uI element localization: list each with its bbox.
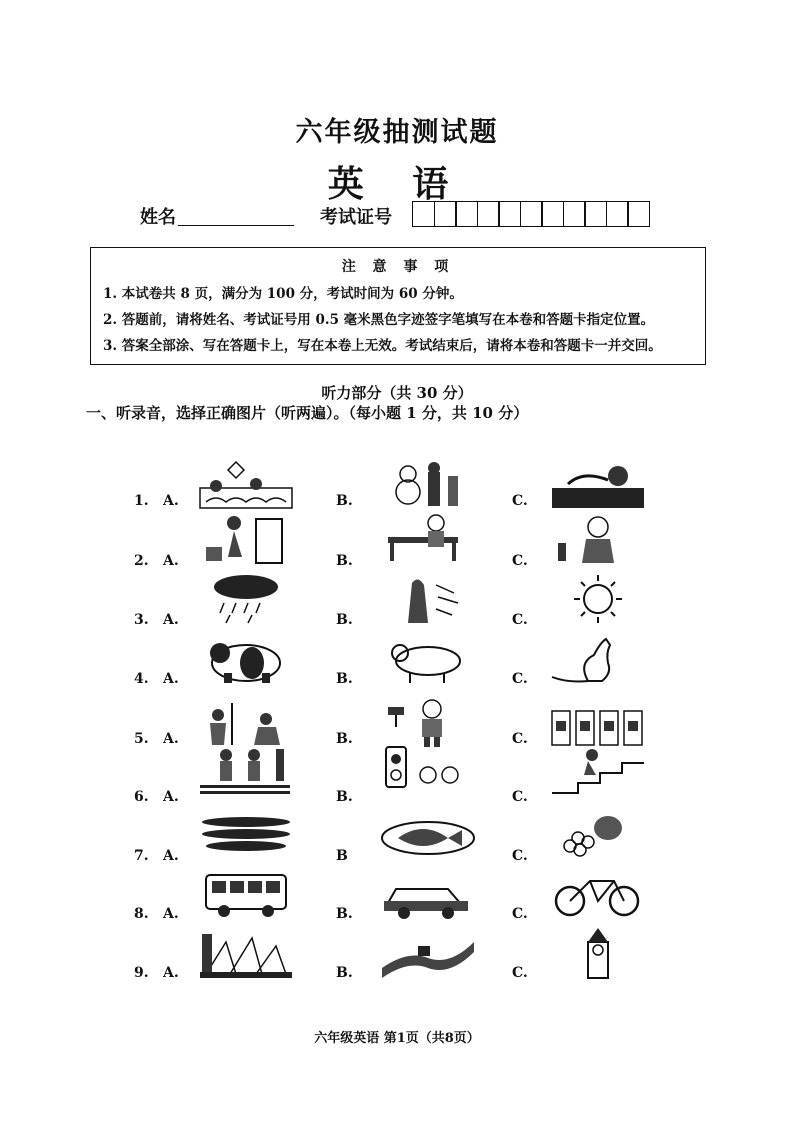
- question-number: 8.: [134, 906, 149, 922]
- subject-title: 英 语: [327, 163, 467, 205]
- question-number: 4.: [134, 671, 149, 687]
- recycling-bins-picture[interactable]: [548, 697, 648, 749]
- option-a-label: A.: [163, 848, 179, 864]
- option-c-label: C.: [512, 731, 528, 747]
- page-footer: 六年级英语 第1页（共8页）: [314, 1031, 480, 1046]
- id-box[interactable]: [541, 201, 564, 227]
- option-b-label: B.: [336, 906, 353, 922]
- id-box[interactable]: [434, 201, 457, 227]
- big-ben-picture[interactable]: [548, 928, 648, 980]
- sydney-opera-house-picture[interactable]: [196, 928, 296, 980]
- question-number: 3.: [134, 612, 149, 628]
- family-snowman-picture[interactable]: [378, 458, 478, 510]
- panda-picture[interactable]: [196, 633, 296, 685]
- question-number: 7.: [134, 848, 149, 864]
- beans-picture[interactable]: [196, 808, 296, 860]
- section-heading: 听力部分（共 30 分）: [321, 384, 473, 402]
- id-box[interactable]: [584, 201, 607, 227]
- option-a-label: A.: [163, 731, 179, 747]
- option-a-label: A.: [163, 671, 179, 687]
- option-b-label: B: [336, 848, 348, 864]
- option-c-label: C.: [512, 965, 528, 981]
- option-b-label: B.: [336, 731, 353, 747]
- option-a-label: A.: [163, 789, 179, 805]
- question-number: 2.: [134, 553, 149, 569]
- id-box[interactable]: [606, 201, 629, 227]
- sun-picture[interactable]: [548, 573, 648, 625]
- option-c-label: C.: [512, 906, 528, 922]
- option-b-label: B.: [336, 553, 353, 569]
- notice-line: 3. 答案全部涂、写在答题卡上，写在本卷上无效。考试结束后，请将本卷和答题卡一并交回。: [103, 338, 662, 354]
- option-c-label: C.: [512, 612, 528, 628]
- option-b-label: B.: [336, 612, 353, 628]
- running-stairs-picture[interactable]: [548, 745, 648, 797]
- girl-holding-bottle-picture[interactable]: [548, 513, 648, 565]
- option-c-label: C.: [512, 493, 528, 509]
- notice-box: [90, 247, 706, 365]
- exam-id-boxes[interactable]: [412, 201, 649, 227]
- option-a-label: A.: [163, 965, 179, 981]
- option-b-label: B.: [336, 789, 353, 805]
- option-c-label: C.: [512, 671, 528, 687]
- id-box[interactable]: [455, 201, 478, 227]
- option-a-label: A.: [163, 493, 179, 509]
- bicycle-picture[interactable]: [548, 867, 648, 919]
- planting-trees-picture[interactable]: [196, 697, 296, 749]
- grapes-fruit-picture[interactable]: [548, 808, 648, 860]
- option-a-label: A.: [163, 612, 179, 628]
- windy-tree-picture[interactable]: [378, 573, 478, 625]
- swimming-child-picture[interactable]: [548, 458, 648, 510]
- question-number: 1.: [134, 493, 149, 509]
- id-box[interactable]: [520, 201, 543, 227]
- bus-picture[interactable]: [196, 867, 296, 919]
- great-wall-picture[interactable]: [378, 928, 478, 980]
- id-box[interactable]: [477, 201, 500, 227]
- notice-line: 2. 答题前，请将姓名、考试证号用 0.5 毫米黑色字迹签字笔填写在本卷和答题卡指定位置。: [103, 312, 655, 328]
- option-b-label: B.: [336, 671, 353, 687]
- question-number: 6.: [134, 789, 149, 805]
- girl-on-bench-picture[interactable]: [378, 513, 478, 565]
- boy-at-tap-picture[interactable]: [378, 697, 478, 749]
- option-a-label: A.: [163, 906, 179, 922]
- id-box[interactable]: [498, 201, 521, 227]
- id-box[interactable]: [563, 201, 586, 227]
- option-c-label: C.: [512, 553, 528, 569]
- polar-bear-picture[interactable]: [378, 633, 478, 685]
- notice-title: 注 意 事 项: [341, 259, 455, 275]
- name-field[interactable]: [178, 224, 294, 226]
- question-number: 9.: [134, 965, 149, 981]
- page-title: 六年级抽测试题: [295, 117, 499, 148]
- notice-line: 1. 本试卷共 8 页，满分为 100 分，考试时间为 60 分钟。: [103, 286, 463, 302]
- option-c-label: C.: [512, 789, 528, 805]
- option-b-label: B.: [336, 493, 353, 509]
- part-instruction: 一、听录音，选择正确图片（听两遍）。（每小题 1 分，共 10 分）: [86, 404, 529, 422]
- car-picture[interactable]: [378, 867, 478, 919]
- traffic-light-kids-picture[interactable]: [378, 745, 478, 797]
- kite-picnic-scene-picture[interactable]: [196, 458, 296, 510]
- rain-cloud-picture[interactable]: [196, 573, 296, 625]
- exam-id-label: 考试证号: [320, 207, 392, 228]
- question-number: 5.: [134, 731, 149, 747]
- name-label: 姓名: [140, 207, 176, 228]
- option-c-label: C.: [512, 848, 528, 864]
- fish-plate-picture[interactable]: [378, 808, 478, 860]
- woman-at-fridge-picture[interactable]: [196, 513, 296, 565]
- id-box[interactable]: [627, 201, 650, 227]
- kangaroo-picture[interactable]: [548, 633, 648, 685]
- crossing-street-picture[interactable]: [196, 745, 296, 797]
- id-box[interactable]: [412, 201, 435, 227]
- option-b-label: B.: [336, 965, 353, 981]
- option-a-label: A.: [163, 553, 179, 569]
